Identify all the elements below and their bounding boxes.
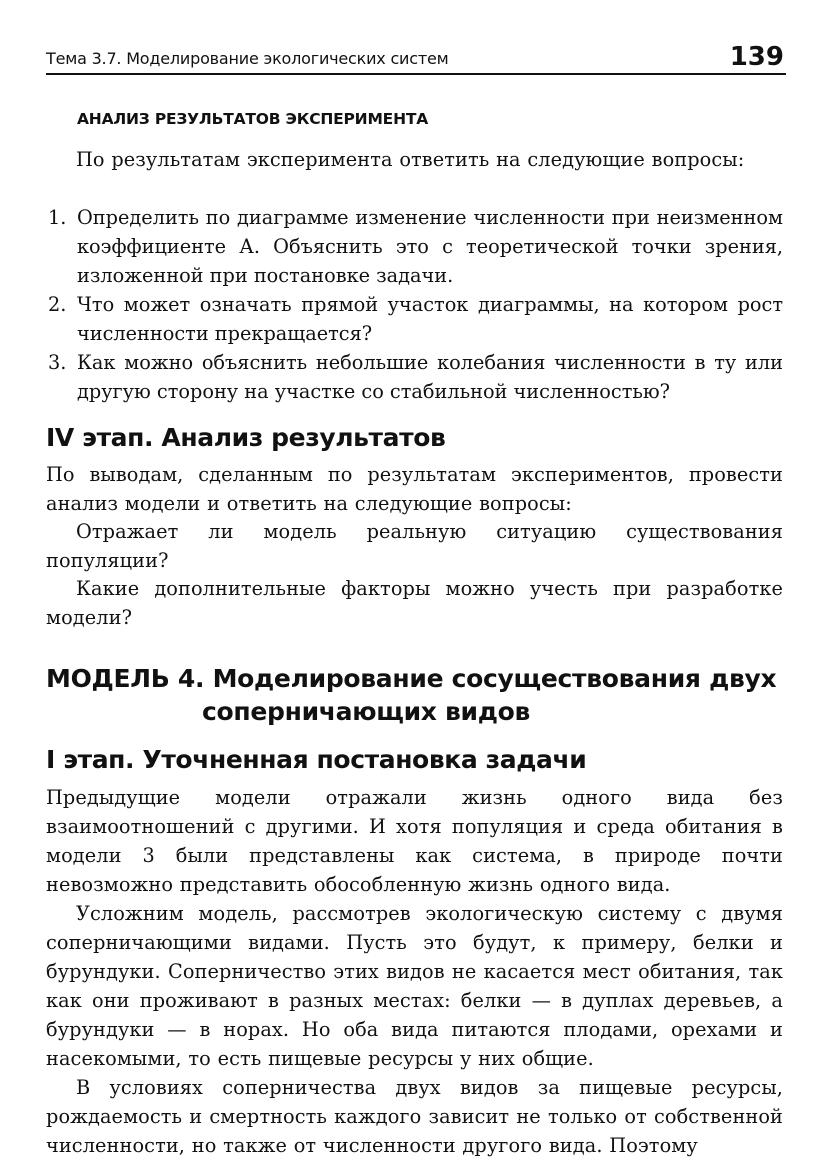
stage4-question: Какие дополнительные факторы можно учесть при разработке модели? xyxy=(46,577,783,629)
stage4-paragraph: По выводам, сделанным по результатам экспериментов, провести анализ модели и ответить на следующие вопросы: xyxy=(46,463,783,515)
model4-heading-line1: МОДЕЛЬ 4. Моделирование сосуществования двух xyxy=(46,664,777,693)
list-item-text: Определить по диаграмме изменение численности при неизменном коэффициенте А. Объяснить это с теоретической точки зрения, изложенной при постановке задачи. xyxy=(77,206,783,287)
stage1-paragraph: Усложним модель, рассмотрев экологическую систему с двумя соперничающими видами. Пусть это будут, к примеру, белки и бурундуки. Соперничество этих видов не касается мест обитания, так как они проживают в разных местах: белки — в дуплах деревьев, а бурундуки — в норах. Но оба вида питаются плодами, орехами и насекомыми, то есть пищевые ресурсы у них общие. xyxy=(46,902,783,1070)
list-item-text: Что может означать прямой участок диаграммы, на котором рост численности прекращается? xyxy=(77,293,783,345)
list-item xyxy=(46,203,783,290)
list-item-number: 2. xyxy=(48,293,67,316)
analysis-heading: АНАЛИЗ РЕЗУЛЬТАТОВ ЭКСПЕРИМЕНТА xyxy=(77,110,429,128)
model4-heading-line2: соперничающих видов xyxy=(202,697,531,726)
header-title: Тема 3.7. Моделирование экологических систем xyxy=(46,49,449,68)
list-item-number: 1. xyxy=(48,206,67,229)
stage4-question: Отражает ли модель реальную ситуацию существования популяции? xyxy=(46,520,783,572)
header-rule xyxy=(46,73,786,75)
stage1-paragraph: В условиях соперничества двух видов за пищевые ресурсы, рождаемость и смертность каждого зависит не только от собственной численности, но также от численности другого вида. Поэтому xyxy=(46,1076,783,1157)
running-header xyxy=(46,40,786,76)
model4-heading xyxy=(46,662,786,728)
analysis-intro: По результатам эксперимента ответить на следующие вопросы: xyxy=(76,148,745,171)
stage1-paragraph: Предыдущие модели отражали жизнь одного вида без взаимоотношений с другими. И хотя популяция и среда обитания в модели 3 были представлены как система, в природе почти невозможно представить обособленную жизнь одного вида. xyxy=(46,786,783,896)
list-item-number: 3. xyxy=(48,351,67,374)
page-number: 139 xyxy=(729,42,784,72)
list-item xyxy=(46,290,783,348)
stage1-heading: I этап. Уточненная постановка задачи xyxy=(46,745,587,774)
stage4-heading: IV этап. Анализ результатов xyxy=(46,423,446,452)
list-item xyxy=(46,348,783,406)
list-item-text: Как можно объяснить небольшие колебания численности в ту или другую сторону на участке со стабильной численностью? xyxy=(77,351,783,403)
